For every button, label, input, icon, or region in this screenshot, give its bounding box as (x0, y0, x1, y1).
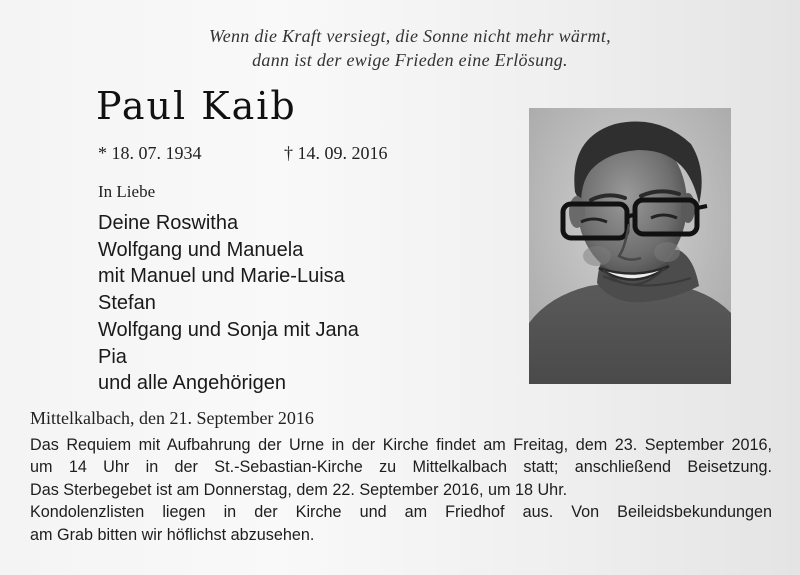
life-dates (98, 143, 388, 164)
motto-quote (90, 24, 730, 72)
motto-line-2: dann ist der ewige Frieden eine Erlösung. (252, 50, 568, 70)
family-member: Wolfgang und Manuela (98, 238, 304, 261)
deceased-name: Paul Kaib (96, 84, 297, 128)
family-list (98, 210, 359, 397)
notice-line: um 14 Uhr in der St.-Sebastian-Kirche zu Mittelkalbach statt; anschließend Beisetzung. (30, 458, 772, 477)
death-date: † 14. 09. 2016 (284, 143, 388, 163)
family-member: Wolfgang und Sonja mit Jana (98, 318, 359, 341)
place-and-date: Mittelkalbach, den 21. September 2016 (30, 408, 314, 428)
family-member: Stefan (98, 292, 156, 315)
portrait-photo (529, 108, 731, 384)
notice-line: Das Requiem mit Aufbahrung der Urne in der Kirche findet am Freitag, dem 23. September 2016, (30, 436, 772, 454)
family-member: mit Manuel und Marie-Luisa (98, 265, 345, 288)
family-member: Pia (98, 345, 127, 368)
family-member: Deine Roswitha (98, 212, 239, 234)
funeral-notice (30, 434, 772, 546)
portrait-illustration (529, 108, 731, 384)
in-love-label: In Liebe (98, 182, 156, 201)
notice-line: Kondolenzlisten liegen in der Kirche und am Friedhof aus. Von Beileidsbekundungen (30, 503, 772, 522)
birth-date: * 18. 07. 1934 (98, 143, 202, 163)
motto-line-1: Wenn die Kraft versiegt, die Sonne nicht mehr wärmt, (209, 26, 611, 46)
notice-line: Das Sterbegebet ist am Donnerstag, dem 22. September 2016, um 18 Uhr. (30, 480, 568, 499)
notice-line: am Grab bitten wir höflichst abzusehen. (30, 525, 315, 544)
family-member: und alle Angehörigen (98, 372, 286, 395)
